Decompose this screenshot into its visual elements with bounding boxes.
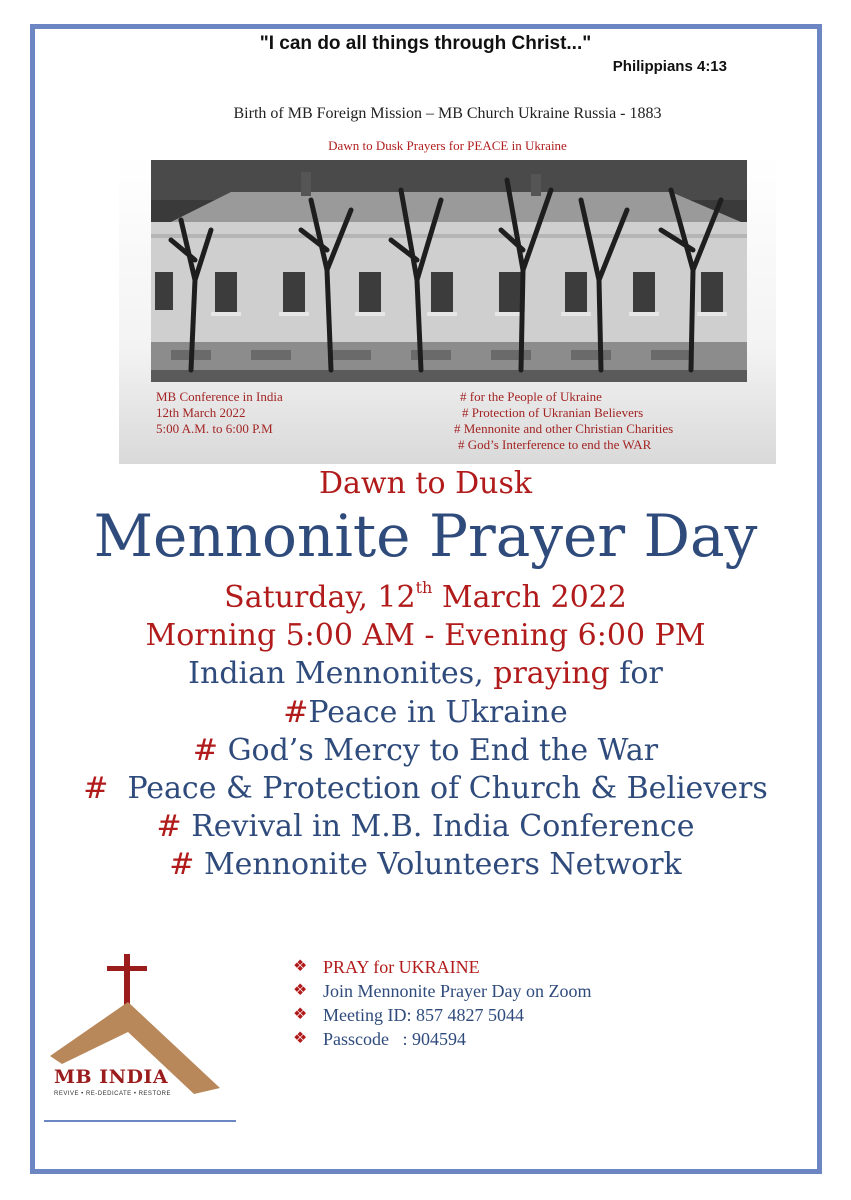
- banner: [119, 78, 776, 464]
- list-item: [293, 979, 623, 1003]
- praying-part: Indian Mennonites,: [188, 656, 494, 691]
- info-line: # Protection of Ukranian Believers: [462, 405, 644, 420]
- date-prefix: Saturday, 12: [224, 580, 416, 615]
- hash-mark: #: [156, 809, 192, 844]
- list-item: [293, 955, 623, 979]
- praying-part: for: [609, 656, 663, 691]
- conference-info: [156, 389, 283, 437]
- logo-tagline: REVIVE • RE-DEDICATE • RESTORE: [54, 1091, 171, 1097]
- zoom-info-list: [293, 955, 623, 1051]
- topic-text: Peace in Ukraine: [308, 695, 568, 730]
- date-suffix: March 2022: [432, 580, 627, 615]
- list-item-text: Join Mennonite Prayer Day on Zoom: [323, 981, 592, 1001]
- page-title: Mennonite Prayer Day: [93, 502, 758, 570]
- topic-text: Mennonite Volunteers Network: [203, 847, 682, 882]
- prayer-topic: [0, 732, 851, 770]
- event-time: Morning 5:00 AM - Evening 6:00 PM: [145, 618, 706, 653]
- historic-building-photo: [151, 160, 747, 382]
- hash-mark: #: [83, 771, 128, 806]
- prayer-topics: [0, 694, 851, 884]
- logo-divider: [44, 1120, 236, 1122]
- date-ordinal: th: [415, 578, 433, 597]
- praying-word: praying: [493, 656, 610, 691]
- info-line: # for the People of Ukraine: [460, 389, 602, 404]
- list-item-text: PRAY for UKRAINE: [323, 957, 480, 977]
- diamond-bullet-icon: ❖: [293, 1006, 308, 1023]
- bible-quote: "I can do all things through Christ...": [259, 33, 592, 54]
- prayer-topic: [0, 846, 851, 884]
- list-item: [293, 1003, 623, 1027]
- list-item: [293, 1027, 623, 1051]
- topic-text: Peace & Protection of Church & Believers: [127, 771, 768, 806]
- dawn-to-dusk-heading: Dawn to Dusk: [318, 466, 533, 501]
- diamond-bullet-icon: ❖: [293, 958, 308, 975]
- prayer-topic: [0, 694, 851, 732]
- banner-subtitle: Dawn to Dusk Prayers for PEACE in Ukraine: [328, 138, 567, 153]
- diamond-bullet-icon: ❖: [293, 1030, 308, 1047]
- topic-text: God’s Mercy to End the War: [227, 733, 659, 768]
- info-line: 5:00 A.M. to 6:00 P.M: [156, 421, 273, 436]
- prayer-points-small: [454, 389, 673, 453]
- banner-title: Birth of MB Foreign Mission – MB Church Ukraine Russia - 1883: [233, 105, 662, 122]
- event-date: [0, 580, 851, 615]
- hash-mark: #: [283, 695, 309, 730]
- info-line: MB Conference in India: [156, 389, 283, 404]
- praying-line: [0, 656, 851, 691]
- info-line: # God’s Interference to end the WAR: [458, 437, 652, 452]
- prayer-topic: [0, 770, 851, 808]
- diamond-bullet-icon: ❖: [293, 982, 308, 999]
- info-line: 12th March 2022: [156, 405, 246, 420]
- bible-reference: Philippians 4:13: [612, 58, 727, 75]
- hash-mark: #: [192, 733, 228, 768]
- prayer-topic: [0, 808, 851, 846]
- mb-india-logo: [44, 948, 234, 1108]
- topic-text: Revival in M.B. India Conference: [191, 809, 695, 844]
- logo-wordmark: MB INDIA: [54, 1066, 169, 1088]
- hash-mark: #: [169, 847, 204, 882]
- list-item-text: Passcode : 904594: [323, 1029, 466, 1049]
- list-item-text: Meeting ID: 857 4827 5044: [323, 1005, 524, 1025]
- info-line: # Mennonite and other Christian Charities: [454, 421, 674, 436]
